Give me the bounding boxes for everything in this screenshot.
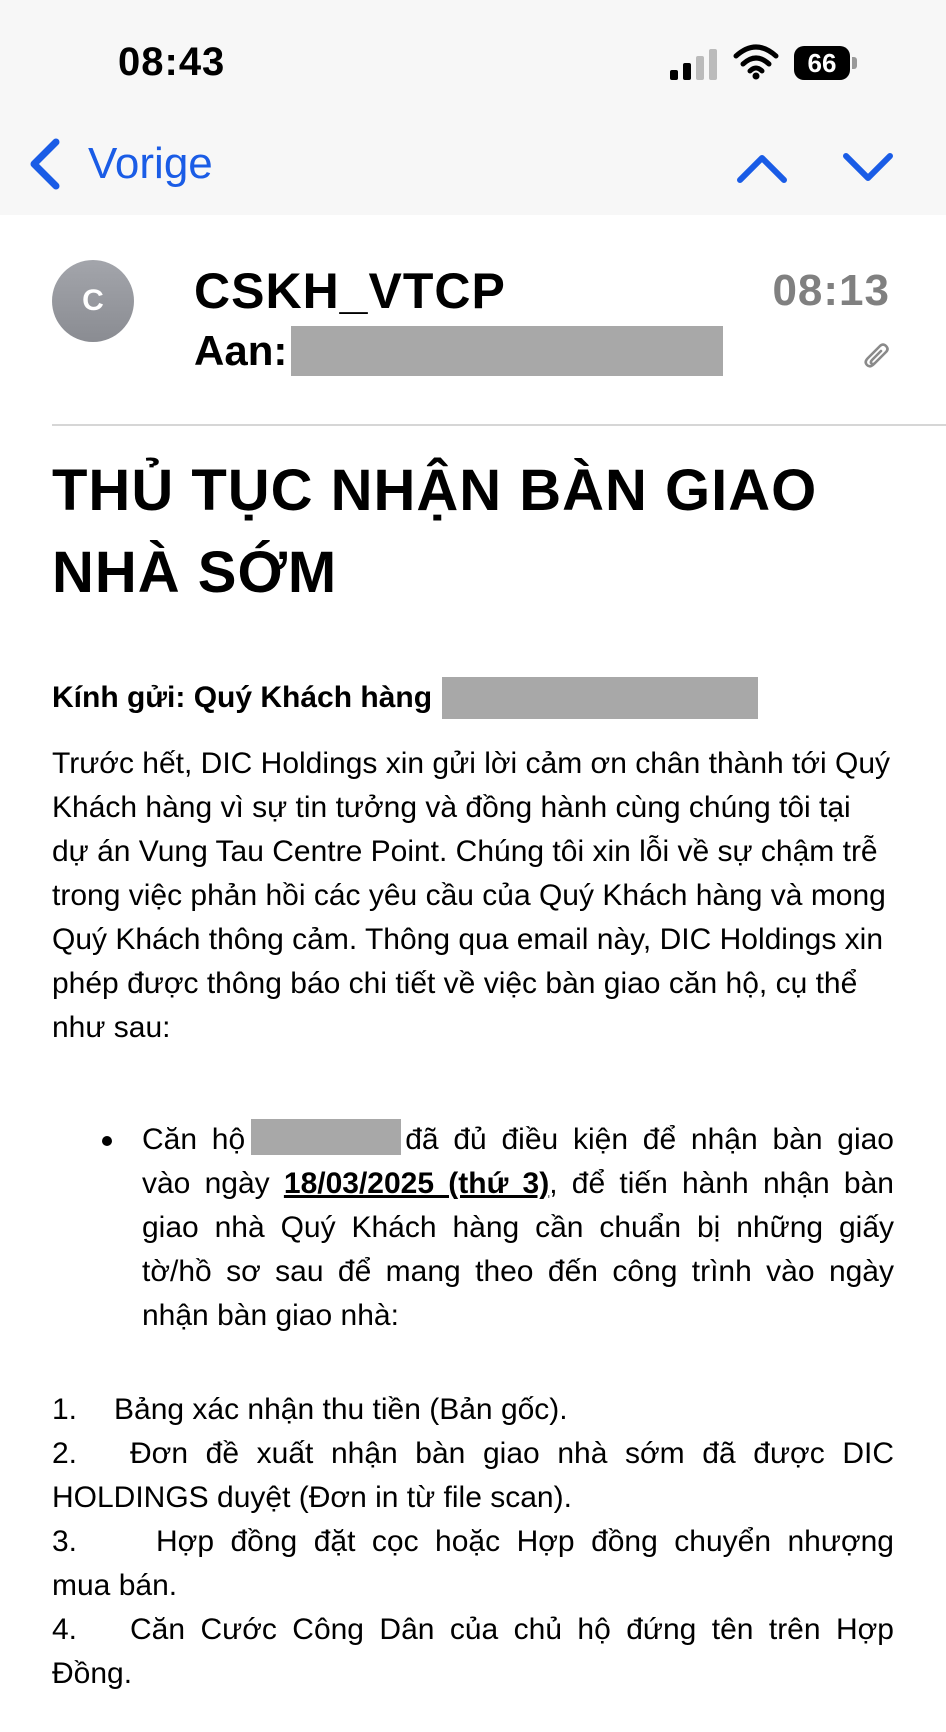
- bullet-suffix: , để tiến hành nhận bàn giao nhà Quý Khách hàng cần chuẩn bị những giấy tờ/hồ sơ sau để mang theo đến công trình vào ngày nhận bàn giao nhà:: [142, 1167, 894, 1332]
- recipient-row[interactable]: [194, 326, 723, 376]
- battery-level: 66: [794, 46, 850, 80]
- document-text: Bảng xác nhận thu tiền (Bản gốc).: [114, 1393, 568, 1426]
- document-text: Căn Cước Công Dân của chủ hộ đứng tên trên Hợp Đồng.: [52, 1613, 894, 1690]
- document-number: 4.: [52, 1613, 78, 1646]
- email-time: 08:13: [772, 266, 890, 315]
- paperclip-icon: [862, 340, 892, 372]
- status-bar: [0, 0, 946, 120]
- bullet-list: [52, 1118, 894, 1338]
- intro-paragraph: Trước hết, DIC Holdings xin gửi lời cảm ơn chân thành tới Quý Khách hàng vì sự tin tưởng và đồng hành cùng chúng tôi tại dự án Vung Tau Centre Point. Chúng tôi xin lỗi về sự chậm trễ trong việc phản hồi các yêu cầu của Quý Khách hàng và mong Quý Khách thông cảm. Thông qua email này, DIC Holdings xin phép được thông báo chi tiết về việc bàn giao căn hộ, cụ thể như sau:: [52, 747, 891, 1044]
- document-item-3: [52, 1520, 894, 1608]
- document-number: 3.: [52, 1525, 78, 1558]
- greeting-text: Kính gửi: Quý Khách hàng: [52, 681, 433, 714]
- cellular-signal-icon: [670, 48, 718, 82]
- back-label: Vorige: [88, 139, 213, 188]
- documents-list: [52, 1388, 894, 1696]
- wifi-icon: [733, 44, 779, 80]
- greeting: [52, 676, 894, 720]
- document-text: Hợp đồng đặt cọc hoặc Hợp đồng chuyển nhượng mua bán.: [52, 1525, 894, 1602]
- handover-date: 18/03/2025 (thứ 3): [283, 1167, 550, 1200]
- header-divider: [52, 424, 946, 426]
- sender-name[interactable]: CSKH_VTCP: [194, 263, 506, 319]
- mail-nav-bar: [0, 120, 946, 215]
- bullet-dot: [102, 1136, 112, 1146]
- bullet-prefix: Căn hộ: [142, 1123, 246, 1156]
- chevron-up-icon[interactable]: [736, 150, 788, 186]
- list-item: [52, 1118, 894, 1338]
- recipient-redacted: [291, 326, 723, 376]
- bullet-middle: đã đủ điều kiện để nhận bàn giao vào ngày: [142, 1123, 894, 1200]
- document-item-2: [52, 1432, 894, 1520]
- document-item-1: [52, 1388, 894, 1432]
- chevron-down-icon[interactable]: [842, 150, 894, 186]
- recipient-label: Aan:: [194, 327, 288, 374]
- document-number: 1.: [52, 1393, 78, 1426]
- customer-name-redacted: [442, 677, 758, 719]
- document-item-4: [52, 1608, 894, 1696]
- chevron-left-icon: [26, 136, 62, 192]
- back-button[interactable]: [26, 134, 213, 194]
- document-text: Đơn đề xuất nhận bàn giao nhà sớm đã được DIC HOLDINGS duyệt (Đơn in từ file scan).: [52, 1437, 894, 1514]
- status-time: 08:43: [118, 40, 226, 84]
- unit-redacted: [251, 1119, 401, 1155]
- sender-avatar[interactable]: C: [52, 260, 134, 342]
- document-number: 2.: [52, 1437, 78, 1470]
- email-subject: THỦ TỤC NHẬN BÀN GIAO NHÀ SỚM: [52, 458, 818, 605]
- battery-icon: [794, 46, 858, 80]
